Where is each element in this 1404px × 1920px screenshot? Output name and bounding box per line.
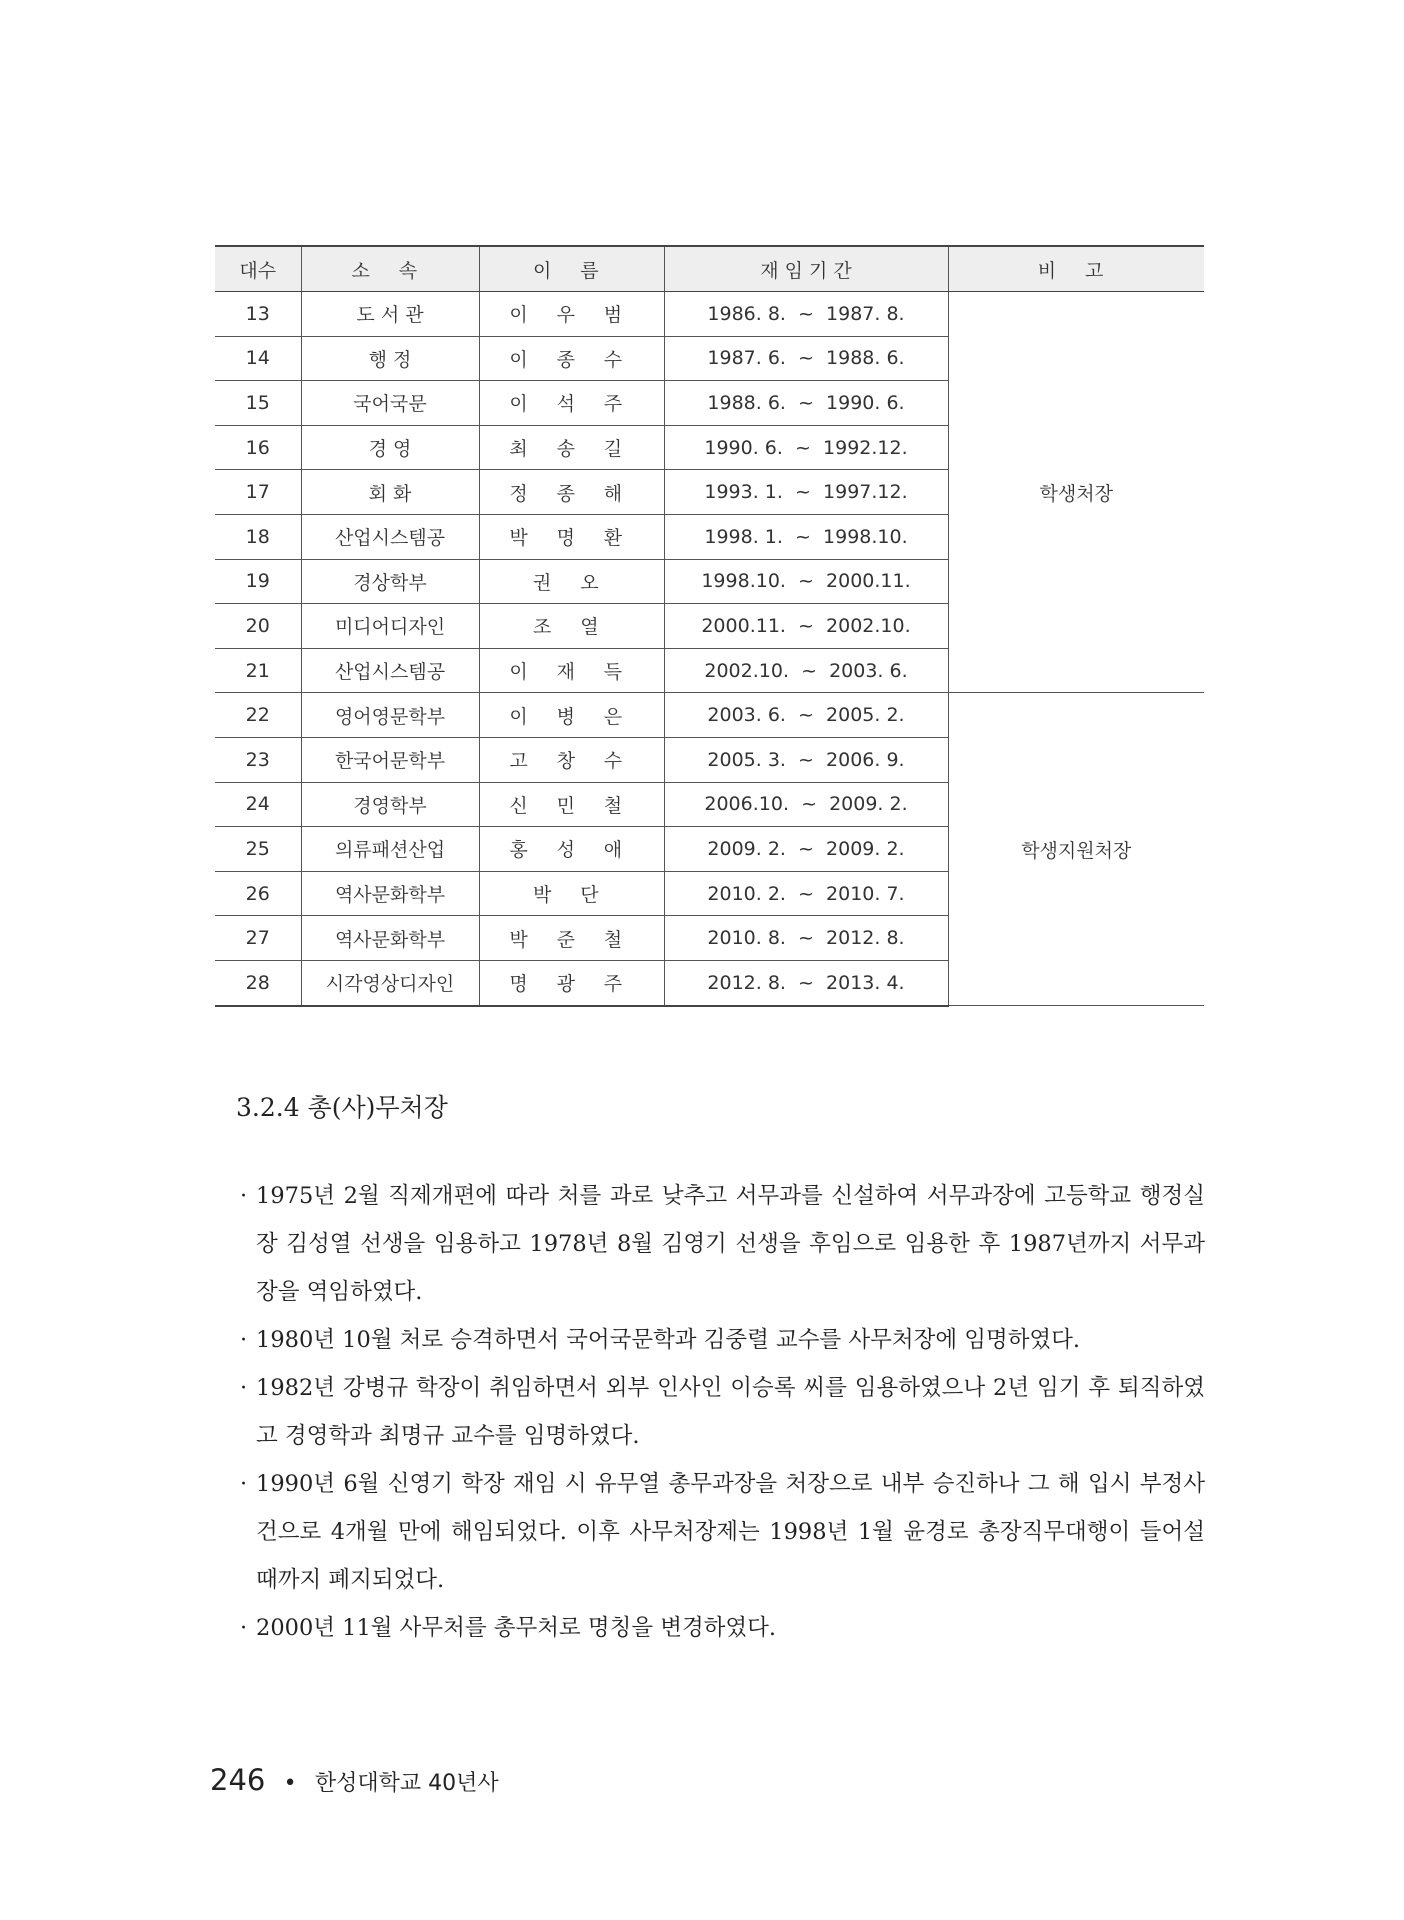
table-body [215, 292, 1204, 1006]
period-cell: 2009. 2. ~ 2009. 2. [664, 827, 948, 872]
table-row [215, 693, 1204, 738]
row-number-cell: 27 [215, 916, 301, 961]
name-cell: 박 명 환 [479, 514, 664, 559]
name-cell: 정 종 해 [479, 470, 664, 515]
dept-cell: 행 정 [301, 336, 479, 381]
dept-cell: 경 영 [301, 425, 479, 470]
name-cell: 권 오 [479, 559, 664, 604]
row-number-cell: 14 [215, 336, 301, 381]
dept-cell: 시각영상디자인 [301, 960, 479, 1005]
row-number-cell: 15 [215, 381, 301, 426]
period-cell: 2010. 8. ~ 2012. 8. [664, 916, 948, 961]
bullet-text: 2000년 11월 사무처를 총무처로 명칭을 변경하였다. [256, 1615, 777, 1641]
row-number-cell: 13 [215, 292, 301, 337]
name-cell: 박 준 철 [479, 916, 664, 961]
period-cell: 1987. 6. ~ 1988. 6. [664, 336, 948, 381]
dept-cell: 한국어문학부 [301, 737, 479, 782]
row-number-cell: 17 [215, 470, 301, 515]
note-cell: 학생지원처장 [948, 693, 1204, 1006]
bullet-item [240, 1364, 1205, 1460]
period-cell: 1998.10. ~ 2000.11. [664, 559, 948, 604]
name-cell: 이 병 은 [479, 693, 664, 738]
row-number-cell: 21 [215, 648, 301, 693]
period-cell: 2006.10. ~ 2009. 2. [664, 782, 948, 827]
staff-table [215, 245, 1204, 1007]
header-period: 재 임 기 간 [664, 246, 948, 292]
dept-cell: 산업시스템공 [301, 514, 479, 559]
dept-cell: 영어영문학부 [301, 693, 479, 738]
page-footer [210, 1763, 499, 1797]
bullet-text: 1990년 6월 신영기 학장 재임 시 유무열 총무과장을 처장으로 내부 승진하나 그 해 입시 부정사건으로 4개월 만에 해임되었다. 이후 사무처장제는 1998년 1월 윤경로 총장직무대행이 들어설 때까지 폐지되었다. [256, 1471, 1205, 1593]
bullet-dot-icon: · [240, 1615, 248, 1641]
page-number: 246 [210, 1763, 266, 1797]
bullet-dot-icon: · [240, 1327, 248, 1353]
header-name: 이 름 [479, 246, 664, 292]
period-cell: 1988. 6. ~ 1990. 6. [664, 381, 948, 426]
period-cell: 2000.11. ~ 2002.10. [664, 604, 948, 649]
bullet-dot-icon: · [240, 1183, 248, 1209]
row-number-cell: 23 [215, 737, 301, 782]
dept-cell: 경상학부 [301, 559, 479, 604]
name-cell: 고 창 수 [479, 737, 664, 782]
dept-cell: 국어국문 [301, 381, 479, 426]
section-title: 3.2.4 총(사)무처장 [236, 1093, 448, 1122]
dept-cell: 경영학부 [301, 782, 479, 827]
name-cell: 신 민 철 [479, 782, 664, 827]
header-note: 비 고 [948, 246, 1204, 292]
row-number-cell: 22 [215, 693, 301, 738]
name-cell: 최 송 길 [479, 425, 664, 470]
bullet-dot-icon: · [240, 1471, 248, 1497]
name-cell: 이 종 수 [479, 336, 664, 381]
bullet-item [240, 1604, 1205, 1652]
dept-cell: 회 화 [301, 470, 479, 515]
period-cell: 1986. 8. ~ 1987. 8. [664, 292, 948, 337]
dept-cell: 미디어디자인 [301, 604, 479, 649]
period-cell: 1993. 1. ~ 1997.12. [664, 470, 948, 515]
bullet-text: 1980년 10월 처로 승격하면서 국어국문학과 김중렬 교수를 사무처장에 임명하였다. [256, 1327, 1081, 1353]
period-cell: 1998. 1. ~ 1998.10. [664, 514, 948, 559]
name-cell: 조 열 [479, 604, 664, 649]
name-cell: 이 재 득 [479, 648, 664, 693]
header-dept: 소 속 [301, 246, 479, 292]
row-number-cell: 16 [215, 425, 301, 470]
row-number-cell: 19 [215, 559, 301, 604]
period-cell: 2005. 3. ~ 2006. 9. [664, 737, 948, 782]
row-number-cell: 26 [215, 871, 301, 916]
row-number-cell: 28 [215, 960, 301, 1005]
period-cell: 1990. 6. ~ 1992.12. [664, 425, 948, 470]
name-cell: 이 우 범 [479, 292, 664, 337]
bullet-text: 1982년 강병규 학장이 취임하면서 외부 인사인 이승록 씨를 임용하였으나 2년 임기 후 퇴직하였고 경영학과 최명규 교수를 임명하였다. [256, 1375, 1205, 1449]
dept-cell: 산업시스템공 [301, 648, 479, 693]
bullet-dot-icon: · [240, 1375, 248, 1401]
name-cell: 박 단 [479, 871, 664, 916]
dept-cell: 역사문화학부 [301, 871, 479, 916]
bullet-list [240, 1172, 1205, 1652]
row-number-cell: 18 [215, 514, 301, 559]
table-row [215, 292, 1204, 337]
name-cell: 홍 성 애 [479, 827, 664, 872]
bullet-text: 1975년 2월 직제개편에 따라 처를 과로 낮추고 서무과를 신설하여 서무과장에 고등학교 행정실장 김성열 선생을 임용하고 1978년 8월 김영기 선생을 후임으로 임용한 후 1987년까지 서무과장을 역임하였다. [256, 1183, 1205, 1305]
book-title: 한성대학교 40년사 [314, 1771, 499, 1796]
dept-cell: 도 서 관 [301, 292, 479, 337]
note-cell: 학생처장 [948, 292, 1204, 693]
period-cell: 2002.10. ~ 2003. 6. [664, 648, 948, 693]
staff-table-container [215, 245, 1204, 1007]
footer-separator: • [283, 1771, 297, 1796]
row-number-cell: 20 [215, 604, 301, 649]
name-cell: 명 광 주 [479, 960, 664, 1005]
row-number-cell: 25 [215, 827, 301, 872]
name-cell: 이 석 주 [479, 381, 664, 426]
period-cell: 2012. 8. ~ 2013. 4. [664, 960, 948, 1005]
table-header-row [215, 246, 1204, 292]
bullet-item [240, 1460, 1205, 1604]
period-cell: 2010. 2. ~ 2010. 7. [664, 871, 948, 916]
dept-cell: 의류패션산업 [301, 827, 479, 872]
dept-cell: 역사문화학부 [301, 916, 479, 961]
period-cell: 2003. 6. ~ 2005. 2. [664, 693, 948, 738]
row-number-cell: 24 [215, 782, 301, 827]
bullet-item [240, 1316, 1205, 1364]
header-no: 대수 [215, 246, 301, 292]
bullet-item [240, 1172, 1205, 1316]
